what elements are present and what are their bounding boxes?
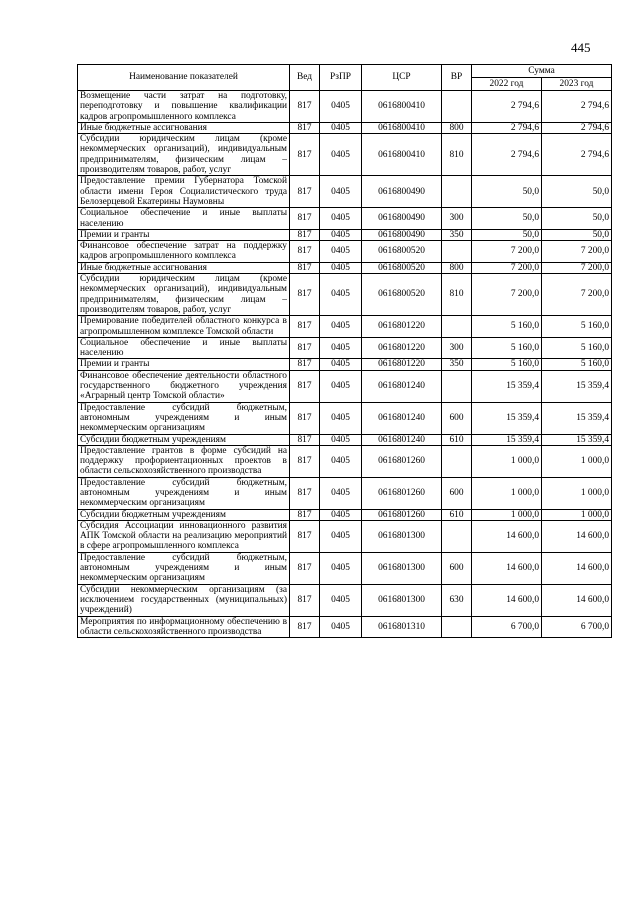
cell-sum-2023: 50,0 xyxy=(542,176,612,208)
cell-ved: 817 xyxy=(290,122,320,133)
table-row xyxy=(78,91,612,123)
cell-csr: 0616801240 xyxy=(362,402,442,434)
cell-rzpr: 0405 xyxy=(320,616,362,638)
cell-csr: 0616800410 xyxy=(362,134,442,176)
cell-sum-2022: 6 700,0 xyxy=(472,616,542,638)
cell-sum-2023: 2 794,6 xyxy=(542,122,612,133)
cell-sum-2022: 15 359,4 xyxy=(472,434,542,445)
cell-rzpr: 0405 xyxy=(320,122,362,133)
cell-csr: 0616800520 xyxy=(362,241,442,263)
cell-csr: 0616800490 xyxy=(362,176,442,208)
cell-sum-2023: 7 200,0 xyxy=(542,241,612,263)
cell-vr xyxy=(442,241,472,263)
cell-sum-2023: 14 600,0 xyxy=(542,584,612,616)
cell-ved: 817 xyxy=(290,552,320,584)
cell-csr: 0616801260 xyxy=(362,509,442,520)
cell-rzpr: 0405 xyxy=(320,176,362,208)
cell-sum-2022: 2 794,6 xyxy=(472,134,542,176)
cell-sum-2022: 5 160,0 xyxy=(472,316,542,338)
cell-name: Предоставление субсидий бюджетным, автономным учреждениям и иным некоммерческим организациям xyxy=(78,402,290,434)
cell-sum-2023: 15 359,4 xyxy=(542,370,612,402)
table-row xyxy=(78,552,612,584)
cell-rzpr: 0405 xyxy=(320,274,362,316)
cell-csr: 0616800410 xyxy=(362,91,442,123)
cell-name: Субсидии бюджетным учреждениям xyxy=(78,434,290,445)
cell-rzpr: 0405 xyxy=(320,584,362,616)
cell-vr xyxy=(442,445,472,477)
cell-sum-2023: 2 794,6 xyxy=(542,91,612,123)
cell-vr: 300 xyxy=(442,337,472,359)
cell-sum-2023: 14 600,0 xyxy=(542,520,612,552)
cell-rzpr: 0405 xyxy=(320,316,362,338)
cell-rzpr: 0405 xyxy=(320,509,362,520)
cell-vr: 350 xyxy=(442,359,472,370)
cell-sum-2022: 2 794,6 xyxy=(472,122,542,133)
cell-csr: 0616800490 xyxy=(362,229,442,240)
cell-ved: 817 xyxy=(290,208,320,230)
cell-rzpr: 0405 xyxy=(320,229,362,240)
cell-ved: 817 xyxy=(290,509,320,520)
cell-sum-2023: 6 700,0 xyxy=(542,616,612,638)
cell-sum-2023: 5 160,0 xyxy=(542,316,612,338)
cell-vr: 600 xyxy=(442,402,472,434)
cell-sum-2023: 14 600,0 xyxy=(542,552,612,584)
table-row xyxy=(78,520,612,552)
cell-csr: 0616801310 xyxy=(362,616,442,638)
cell-rzpr: 0405 xyxy=(320,434,362,445)
cell-csr: 0616801300 xyxy=(362,520,442,552)
cell-sum-2023: 50,0 xyxy=(542,229,612,240)
cell-name: Иные бюджетные ассигнования xyxy=(78,262,290,273)
cell-ved: 817 xyxy=(290,274,320,316)
table-row xyxy=(78,134,612,176)
table-header xyxy=(78,65,612,91)
cell-sum-2023: 2 794,6 xyxy=(542,134,612,176)
table-row xyxy=(78,241,612,263)
cell-ved: 817 xyxy=(290,134,320,176)
cell-rzpr: 0405 xyxy=(320,370,362,402)
cell-ved: 817 xyxy=(290,445,320,477)
cell-sum-2023: 1 000,0 xyxy=(542,477,612,509)
cell-csr: 0616800410 xyxy=(362,122,442,133)
cell-rzpr: 0405 xyxy=(320,552,362,584)
cell-name: Субсидии бюджетным учреждениям xyxy=(78,509,290,520)
table-row xyxy=(78,370,612,402)
cell-vr xyxy=(442,91,472,123)
cell-rzpr: 0405 xyxy=(320,402,362,434)
cell-rzpr: 0405 xyxy=(320,241,362,263)
cell-ved: 817 xyxy=(290,359,320,370)
cell-ved: 817 xyxy=(290,241,320,263)
cell-sum-2023: 1 000,0 xyxy=(542,445,612,477)
cell-ved: 817 xyxy=(290,337,320,359)
budget-table xyxy=(77,64,612,638)
table-row xyxy=(78,584,612,616)
cell-rzpr: 0405 xyxy=(320,134,362,176)
table-row xyxy=(78,445,612,477)
cell-ved: 817 xyxy=(290,262,320,273)
cell-sum-2022: 7 200,0 xyxy=(472,274,542,316)
cell-vr: 610 xyxy=(442,434,472,445)
cell-vr: 800 xyxy=(442,122,472,133)
cell-vr: 630 xyxy=(442,584,472,616)
cell-csr: 0616800520 xyxy=(362,274,442,316)
cell-csr: 0616801220 xyxy=(362,359,442,370)
cell-csr: 0616801240 xyxy=(362,370,442,402)
cell-name: Финансовое обеспечение затрат на поддержку кадров агропромышленного комплекса xyxy=(78,241,290,263)
cell-vr xyxy=(442,316,472,338)
cell-sum-2022: 15 359,4 xyxy=(472,402,542,434)
cell-sum-2022: 14 600,0 xyxy=(472,552,542,584)
cell-name: Премии и гранты xyxy=(78,229,290,240)
cell-csr: 0616801300 xyxy=(362,584,442,616)
table-row xyxy=(78,262,612,273)
cell-vr: 600 xyxy=(442,477,472,509)
cell-ved: 817 xyxy=(290,229,320,240)
header-csr: ЦСР xyxy=(362,65,442,91)
cell-ved: 817 xyxy=(290,616,320,638)
cell-csr: 0616801240 xyxy=(362,434,442,445)
cell-ved: 817 xyxy=(290,176,320,208)
cell-vr: 350 xyxy=(442,229,472,240)
cell-sum-2022: 15 359,4 xyxy=(472,370,542,402)
cell-sum-2022: 5 160,0 xyxy=(472,337,542,359)
cell-sum-2023: 1 000,0 xyxy=(542,509,612,520)
cell-vr: 610 xyxy=(442,509,472,520)
cell-rzpr: 0405 xyxy=(320,477,362,509)
cell-sum-2022: 5 160,0 xyxy=(472,359,542,370)
cell-rzpr: 0405 xyxy=(320,208,362,230)
cell-name: Иные бюджетные ассигнования xyxy=(78,122,290,133)
cell-name: Возмещение части затрат на подготовку, переподготовку и повышение квалификации кадров агропромышленного комплекса xyxy=(78,91,290,123)
cell-sum-2022: 14 600,0 xyxy=(472,584,542,616)
cell-sum-2023: 5 160,0 xyxy=(542,337,612,359)
cell-ved: 817 xyxy=(290,477,320,509)
cell-name: Финансовое обеспечение деятельности областного государственного бюджетного учреждения «Аграрный центр Томской области» xyxy=(78,370,290,402)
cell-rzpr: 0405 xyxy=(320,91,362,123)
table-row xyxy=(78,434,612,445)
cell-sum-2023: 50,0 xyxy=(542,208,612,230)
cell-sum-2022: 2 794,6 xyxy=(472,91,542,123)
cell-name: Предоставление субсидий бюджетным, автономным учреждениям и иным некоммерческим организациям xyxy=(78,477,290,509)
header-year-2022: 2022 год xyxy=(472,78,542,91)
cell-name: Субсидии юридическим лицам (кроме некоммерческих организаций), индивидуальным предпринимателям, физическим лицам – производителям товаров, работ, услуг xyxy=(78,274,290,316)
header-year-2023: 2023 год xyxy=(542,78,612,91)
cell-ved: 817 xyxy=(290,370,320,402)
cell-ved: 817 xyxy=(290,584,320,616)
header-ved: Вед xyxy=(290,65,320,91)
cell-csr: 0616801220 xyxy=(362,316,442,338)
cell-rzpr: 0405 xyxy=(320,337,362,359)
cell-name: Предоставление грантов в форме субсидий на поддержку профориентационных проектов в области сельскохозяйственного производства xyxy=(78,445,290,477)
cell-vr xyxy=(442,520,472,552)
cell-csr: 0616800490 xyxy=(362,208,442,230)
table-row xyxy=(78,359,612,370)
header-rzpr: РзПР xyxy=(320,65,362,91)
cell-name: Мероприятия по информационному обеспечению в области сельскохозяйственного производства xyxy=(78,616,290,638)
cell-ved: 817 xyxy=(290,520,320,552)
cell-csr: 0616801260 xyxy=(362,445,442,477)
cell-ved: 817 xyxy=(290,434,320,445)
cell-ved: 817 xyxy=(290,316,320,338)
header-name: Наименование показателей xyxy=(78,65,290,91)
cell-sum-2022: 50,0 xyxy=(472,176,542,208)
table-row xyxy=(78,274,612,316)
header-vr: ВР xyxy=(442,65,472,91)
table-row xyxy=(78,208,612,230)
cell-name: Предоставление премии Губернатора Томской области имени Героя Социалистического труда Белозерцевой Екатерины Наумовны xyxy=(78,176,290,208)
cell-vr: 800 xyxy=(442,262,472,273)
table-row xyxy=(78,402,612,434)
table-row xyxy=(78,122,612,133)
cell-vr: 810 xyxy=(442,134,472,176)
cell-rzpr: 0405 xyxy=(320,359,362,370)
table-row xyxy=(78,316,612,338)
cell-csr: 0616800520 xyxy=(362,262,442,273)
cell-sum-2023: 5 160,0 xyxy=(542,359,612,370)
header-sum: Сумма xyxy=(472,65,612,78)
cell-sum-2023: 7 200,0 xyxy=(542,262,612,273)
table-row xyxy=(78,477,612,509)
cell-sum-2022: 14 600,0 xyxy=(472,520,542,552)
cell-name: Премирование победителей областного конкурса в агропромышленном комплексе Томской области xyxy=(78,316,290,338)
cell-sum-2022: 50,0 xyxy=(472,208,542,230)
cell-sum-2022: 7 200,0 xyxy=(472,241,542,263)
cell-csr: 0616801260 xyxy=(362,477,442,509)
cell-name: Субсидии юридическим лицам (кроме некоммерческих организаций), индивидуальным предпринимателям, физическим лицам – производителям товаров, работ, услуг xyxy=(78,134,290,176)
cell-name: Премии и гранты xyxy=(78,359,290,370)
cell-sum-2022: 1 000,0 xyxy=(472,509,542,520)
cell-name: Социальное обеспечение и иные выплаты населению xyxy=(78,208,290,230)
cell-name: Субсидия Ассоциации инновационного развития АПК Томской области на реализацию мероприятий в сфере агропромышленного комплекса xyxy=(78,520,290,552)
cell-ved: 817 xyxy=(290,402,320,434)
cell-sum-2022: 7 200,0 xyxy=(472,262,542,273)
cell-sum-2023: 15 359,4 xyxy=(542,434,612,445)
cell-sum-2022: 1 000,0 xyxy=(472,477,542,509)
cell-vr: 600 xyxy=(442,552,472,584)
cell-sum-2023: 7 200,0 xyxy=(542,274,612,316)
page-number: 445 xyxy=(571,40,591,55)
cell-csr: 0616801300 xyxy=(362,552,442,584)
cell-name: Предоставление субсидий бюджетным, автономным учреждениям и иным некоммерческим организациям xyxy=(78,552,290,584)
table-row xyxy=(78,616,612,638)
table-row xyxy=(78,509,612,520)
cell-name: Социальное обеспечение и иные выплаты населению xyxy=(78,337,290,359)
cell-sum-2022: 1 000,0 xyxy=(472,445,542,477)
table-body xyxy=(78,91,612,638)
cell-ved: 817 xyxy=(290,91,320,123)
table-row xyxy=(78,229,612,240)
cell-name: Субсидии некоммерческим организациям (за исключением государственных (муниципальных) учреждений) xyxy=(78,584,290,616)
cell-vr: 810 xyxy=(442,274,472,316)
cell-sum-2023: 15 359,4 xyxy=(542,402,612,434)
cell-csr: 0616801220 xyxy=(362,337,442,359)
cell-rzpr: 0405 xyxy=(320,262,362,273)
cell-vr: 300 xyxy=(442,208,472,230)
cell-vr xyxy=(442,370,472,402)
cell-vr xyxy=(442,616,472,638)
cell-rzpr: 0405 xyxy=(320,445,362,477)
table-row xyxy=(78,337,612,359)
cell-sum-2022: 50,0 xyxy=(472,229,542,240)
cell-rzpr: 0405 xyxy=(320,520,362,552)
table-row xyxy=(78,176,612,208)
cell-vr xyxy=(442,176,472,208)
